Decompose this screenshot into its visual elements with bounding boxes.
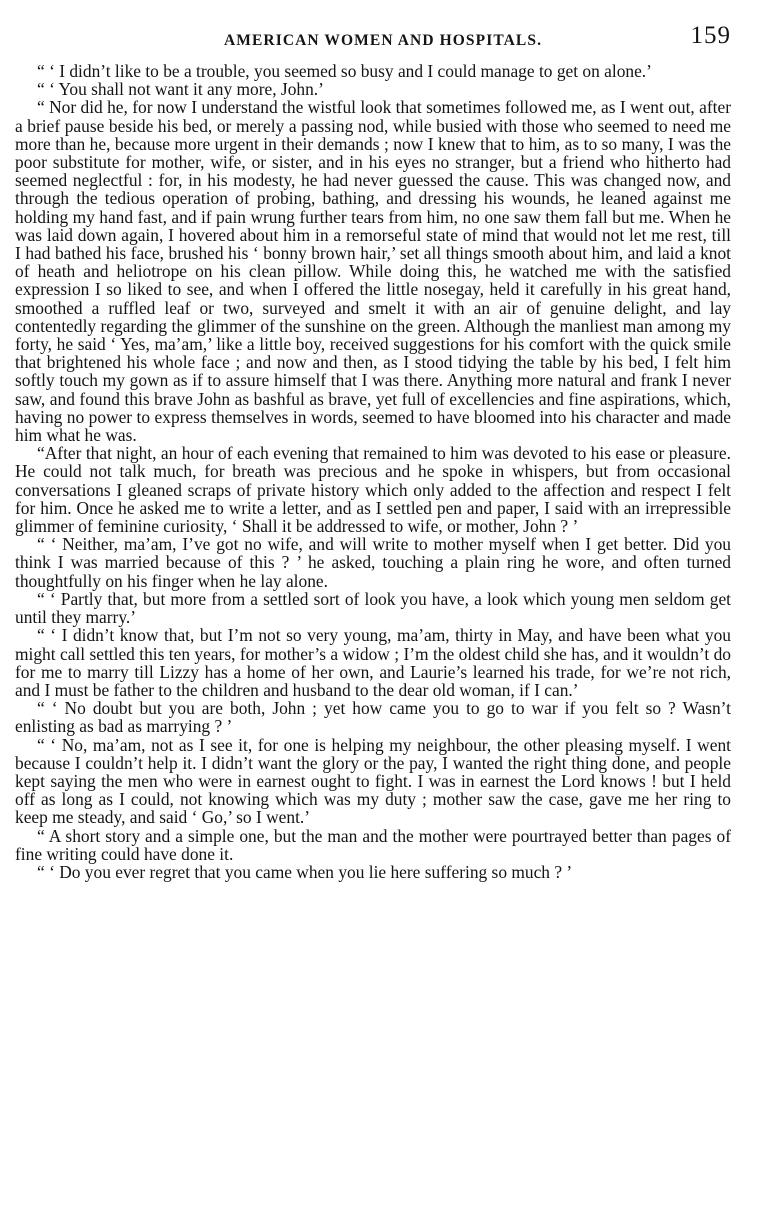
paragraph-2: “ ‘ You shall not want it any more, John.’ [37,79,324,100]
book-page [15,22,731,881]
paragraph-4: “After that night, an hour of each evening that remained to him was devoted to his ease or pleasure. He could not talk much, for breath was precious and he spoke in whispers, but from occasional conversations I gleaned scraps of private history which only added to the affection and respect I felt for him. Once he asked me to write a letter, and as I settled pen and paper, I said with an irrepressible glimmer of feminine curiosity, ‘ Shall it be addressed to wife, or mother, John ? ’ [15,443,731,537]
running-title: AMERICAN WOMEN AND HOSPITALS. [223,32,543,49]
paragraph-10: “ A short story and a simple one, but the man and the mother were pourtrayed better than pages of fine writing could have done it. [15,825,731,864]
paragraph-6: “ ‘ Partly that, but more from a settled sort of look you have, a look which young men seldom get until they marry.’ [15,588,731,628]
body-text [15,62,731,881]
paragraph-5: “ ‘ Neither, ma’am, I’ve got no wife, and will write to mother myself when I get better. Did you think I was married because of this ? ’ he asked, touching a plain ring he wore, and often turned thoughtfully on his finger when he lay alone. [15,534,731,591]
paragraph-1: “ ‘ I didn’t like to be a trouble, you seemed so busy and I could manage to get on alone.’ [37,61,652,81]
page-number: 159 [690,22,731,49]
paragraph-11: “ ‘ Do you ever regret that you came when you lie here suffering so much ? ’ [37,861,573,882]
paragraph-8: “ ‘ No doubt but you are both, John ; yet how came you to go to war if you felt so ? Wasn’t enlisting as bad as marrying ? ’ [15,698,731,737]
running-head [15,22,731,58]
paragraph-7: “ ‘ I didn’t know that, but I’m not so very young, ma’am, thirty in May, and have been what you might call settled this ten years, for mother’s a widow ; I’m the oldest child she has, and it wouldn’t do for me to marry till Lizzy has a home of her own, and Laurie’s learned his trade, for we’re not rich, and I must be father to the children and husband to the dear old woman, if I can.’ [15,625,731,700]
paragraph-9: “ ‘ No, ma’am, not as I see it, for one is helping my neighbour, the other pleasing myself. I went because I couldn’t help it. I didn’t want the glory or the pay, I wanted the right thing done, and people kept saying the men who were in earnest ought to fight. I was in earnest the Lord knows ! but I held off as long as I could, not knowing which was my duty ; mother saw the case, gave me her ring to keep me steady, and said ‘ Go,’ so I went.’ [15,734,731,828]
paragraph-3: “ Nor did he, for now I understand the wistful look that sometimes followed me, as I went out, after a brief pause beside his bed, or merely a passing nod, while busied with those who seemed to need me more than he, because more urgent in their demands ; now I knew that to him, as to so many, I was the poor substitute for mother, wife, or sister, and in his eyes no stranger, but a friend who hitherto had seemed neglectful : for, in his modesty, he had never guessed the cause. This was changed now, and through the tedious operation of probing, bathing, and dressing his wounds, he leaned against me holding my hand fast, and if pain wrung further tears from him, no one saw them fall but me. When he was laid down again, I hovered about him in a remorseful state of mind that would not let me rest, till I had bathed his face, brushed his ‘ bonny brown hair,’ set all things smooth about him, and laid a knot of heath and heliotrope on his clean pillow. While doing this, he watched me with the satisfied expression I so liked to see, and when I offered the little nosegay, held it carefully in his great hand, smoothed a ruffled leaf or two, surveyed and smelt it with an air of genuine delight, and lay contentedly regarding the glimmer of the sunshine on the green. Although the manliest man among my forty, he said ‘ Yes, ma’am,’ like a little boy, received suggestions for his comfort with the quick smile that brightened his whole face ; and now and then, as I stood tidying the table by his bed, I felt him softly touch my gown as if to assure himself that I was there. Anything more natural and frank I never saw, and found this brave John as bashful as brave, yet full of excellencies and fine aspirations, which, having no power to express themselves in words, seemed to have bloomed into his character and made him what he was. [15,97,731,446]
